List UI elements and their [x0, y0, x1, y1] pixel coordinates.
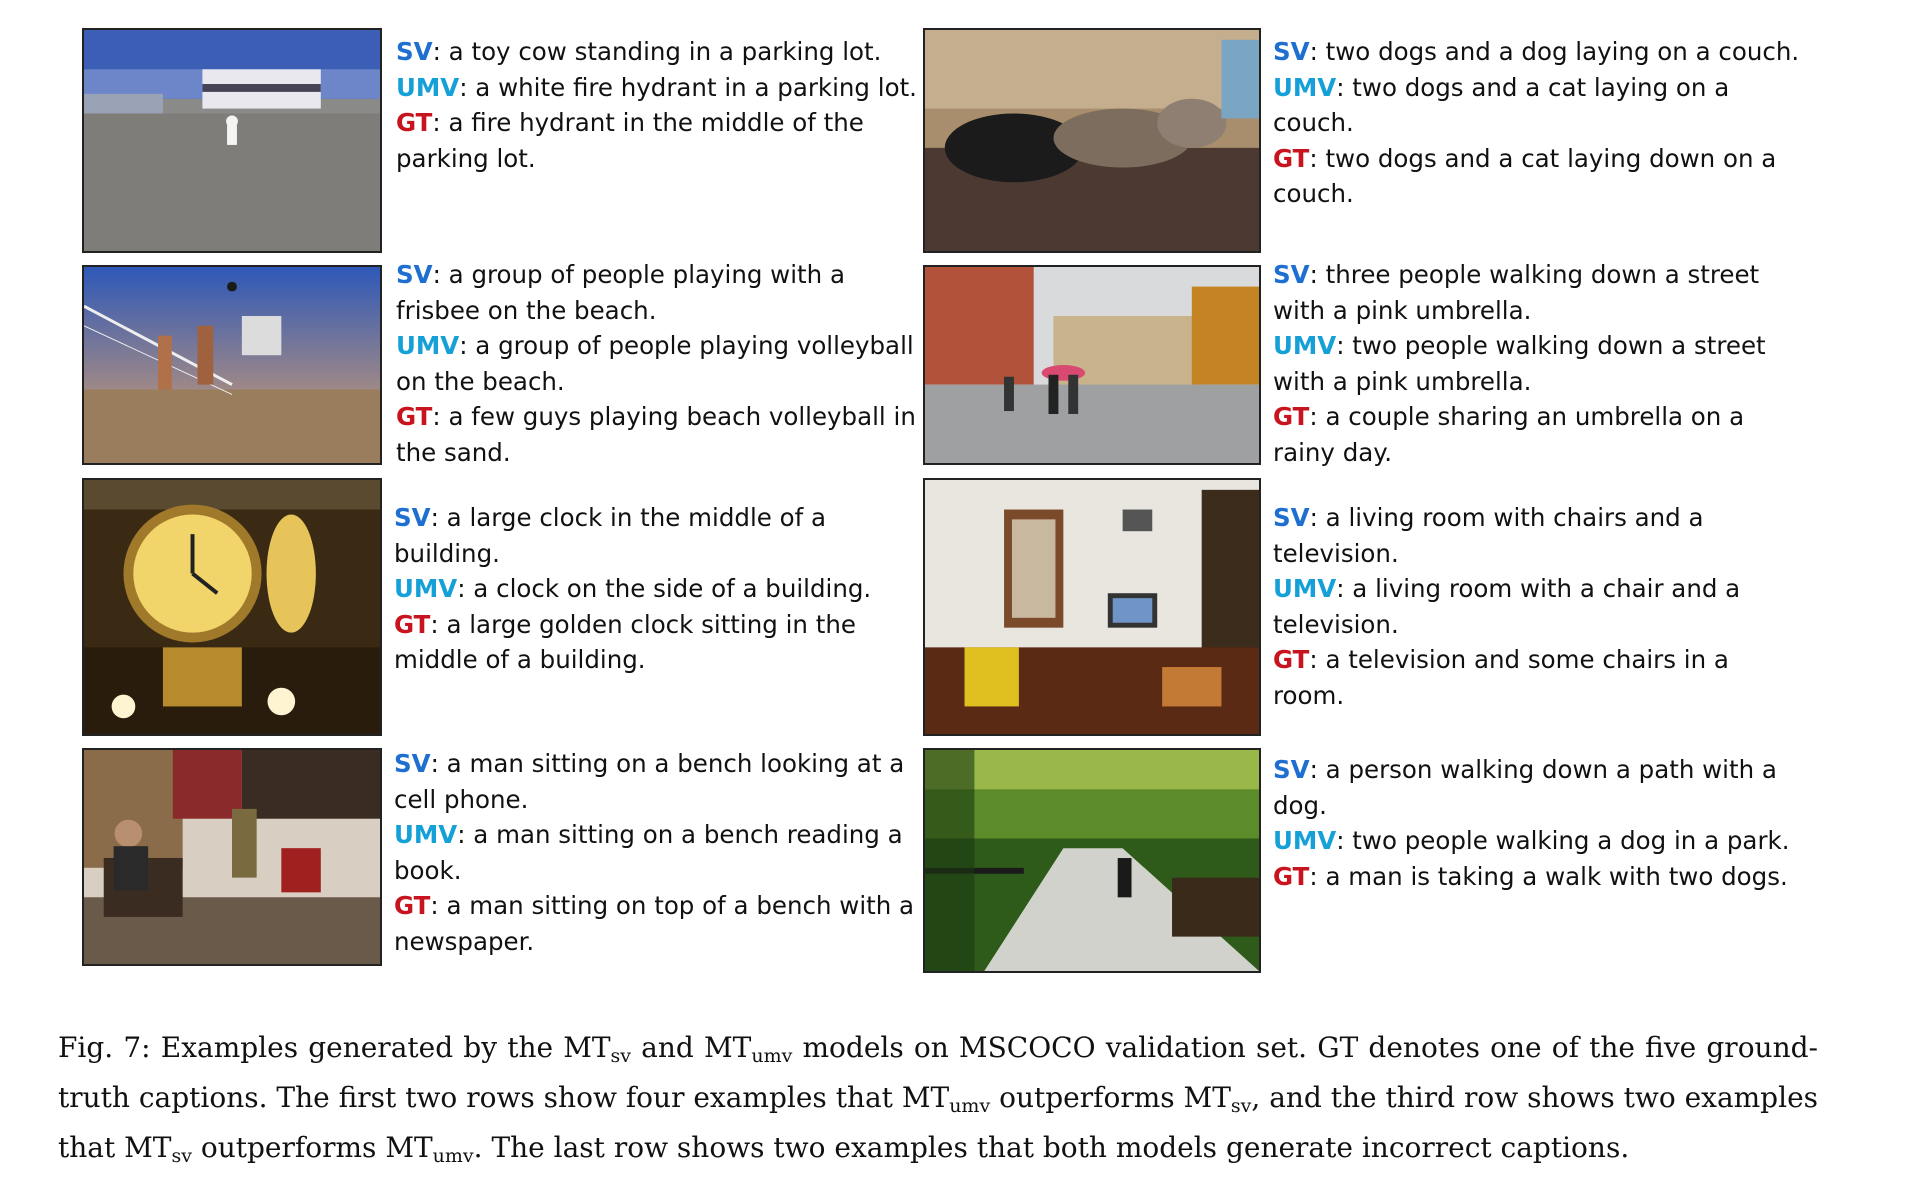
- photo-beach-volleyball: [82, 265, 382, 465]
- umv-label: UMV: [394, 820, 458, 849]
- sv-label: SV: [1273, 260, 1310, 289]
- caption-part: and MT: [631, 1031, 752, 1064]
- gt-text-cont: the sand.: [396, 437, 511, 467]
- umv-label: UMV: [1273, 574, 1337, 603]
- subscript-sv: sv: [171, 1145, 192, 1167]
- caption-example-8: SV: a person walking down a path with a dog. UMV: two people walking a dog in a park. GT: a man is taking a walk with two dogs.: [1273, 755, 1790, 891]
- sv-label: SV: [396, 260, 433, 289]
- sv-text: a group of people playing with a: [448, 260, 845, 289]
- gt-text: a fire hydrant in the middle of the: [448, 108, 864, 137]
- umv-label: UMV: [396, 331, 460, 360]
- caption-part: Fig. 7: Examples generated by the MT: [58, 1031, 611, 1064]
- sv-text-cont: dog.: [1273, 790, 1327, 820]
- umv-label: UMV: [396, 72, 460, 102]
- gt-text: a television and some chairs in a: [1325, 645, 1729, 674]
- sv-text-cont: cell phone.: [394, 784, 529, 814]
- photo-man-bench: [82, 748, 382, 966]
- caption-example-5: SV: a large clock in the middle of a building. UMV: a clock on the side of a building. GT: a large golden clock sitting in the middle of a building.: [394, 500, 871, 678]
- umv-label: UMV: [1273, 72, 1337, 102]
- sv-label: SV: [1273, 37, 1310, 66]
- caption-part: , and the third row shows two examples that MT: [58, 1081, 1819, 1164]
- umv-text: two people walking a dog in a park.: [1352, 826, 1790, 855]
- gt-text-cont: rainy day.: [1273, 437, 1393, 467]
- gt-label: GT: [394, 891, 431, 920]
- caption-example-7: SV: a man sitting on a bench looking at a cell phone. UMV: a man sitting on a bench reading a book. GT: a man sitting on top of a bench with a newspaper.: [394, 746, 914, 959]
- sv-text: a living room with chairs and a: [1325, 503, 1704, 532]
- sv-label: SV: [394, 503, 431, 532]
- subscript-sv: sv: [1230, 1095, 1252, 1117]
- umv-label: UMV: [1273, 331, 1337, 360]
- photo-golden-clock: [82, 478, 382, 736]
- caption-part: outperforms MT: [990, 1081, 1231, 1114]
- photo-dogs-couch: [923, 28, 1261, 253]
- photo-park-path: [923, 748, 1261, 973]
- gt-label: GT: [394, 609, 431, 639]
- sv-text: three people walking down a street: [1325, 260, 1760, 289]
- gt-text: a man is taking a walk with two dogs.: [1325, 861, 1788, 891]
- sv-text: a man sitting on a bench looking at a: [446, 749, 905, 778]
- caption-example-6: SV: a living room with chairs and a television. UMV: a living room with a chair and a television. GT: a television and some chairs in a room.: [1273, 500, 1740, 713]
- sv-text-cont: television.: [1273, 538, 1399, 568]
- gt-label: GT: [1273, 402, 1310, 431]
- umv-text: a white fire hydrant in a parking lot.: [475, 72, 917, 102]
- figure-caption: [58, 1027, 1818, 1177]
- gt-label: GT: [1273, 861, 1310, 891]
- gt-text-cont: couch.: [1273, 179, 1354, 208]
- gt-label: GT: [1273, 645, 1310, 674]
- gt-text: a large golden clock sitting in the: [446, 609, 856, 639]
- gt-text-cont: parking lot.: [396, 143, 536, 173]
- photo-parking-lot: [82, 28, 382, 253]
- gt-text-cont: newspaper.: [394, 926, 535, 956]
- caption-part: . The last row shows two examples that both models generate incorrect captions.: [473, 1131, 1630, 1164]
- umv-label: UMV: [1273, 826, 1337, 855]
- subscript-sv: sv: [610, 1045, 632, 1067]
- sv-label: SV: [396, 37, 433, 66]
- umv-text-cont: with a pink umbrella.: [1273, 366, 1532, 396]
- gt-text: two dogs and a cat laying down on a: [1325, 143, 1777, 173]
- umv-text: a clock on the side of a building.: [473, 574, 872, 603]
- umv-text: a group of people playing volleyball: [475, 331, 914, 360]
- caption-part: models on MSCOCO validation set. GT denotes one of the five ground-truth captions. The first two rows show four examples that MT: [58, 1031, 1818, 1114]
- caption-example-3: SV: a group of people playing with a frisbee on the beach. UMV: a group of people playing volleyball on the beach. GT: a few guys playing beach volleyball in the sand.: [396, 257, 916, 470]
- gt-text: a man sitting on top of a bench with a: [446, 891, 915, 920]
- caption-example-1: SV: a toy cow standing in a parking lot. UMV: a white fire hydrant in a parking lot. GT: a fire hydrant in the middle of the parking lot.: [396, 34, 917, 176]
- caption-part: outperforms MT: [191, 1131, 433, 1164]
- subscript-umv: umv: [949, 1095, 991, 1117]
- umv-text: two dogs and a cat laying on a: [1352, 72, 1730, 102]
- gt-label: GT: [396, 108, 433, 137]
- umv-text: two people walking down a street: [1352, 331, 1766, 360]
- subscript-umv: umv: [432, 1145, 474, 1167]
- photo-living-room: [923, 478, 1261, 736]
- umv-text: a man sitting on a bench reading a: [473, 820, 903, 849]
- umv-text-cont: book.: [394, 855, 462, 885]
- photo-street-umbrella: [923, 265, 1261, 465]
- sv-text-cont: building.: [394, 538, 500, 568]
- gt-text: a few guys playing beach volleyball in: [448, 402, 916, 431]
- sv-text: a large clock in the middle of a: [446, 503, 827, 532]
- sv-text-cont: with a pink umbrella.: [1273, 295, 1532, 325]
- gt-label: GT: [396, 402, 433, 431]
- gt-label: GT: [1273, 143, 1310, 173]
- sv-text: a person walking down a path with a: [1325, 755, 1777, 784]
- umv-text-cont: television.: [1273, 609, 1399, 639]
- umv-text-cont: on the beach.: [396, 366, 565, 396]
- sv-label: SV: [1273, 755, 1310, 784]
- umv-label: UMV: [394, 574, 458, 603]
- subscript-umv: umv: [751, 1045, 793, 1067]
- sv-text: a toy cow standing in a parking lot.: [448, 37, 882, 66]
- caption-example-4: SV: three people walking down a street with a pink umbrella. UMV: two people walking down a street with a pink umbrella. GT: a couple sharing an umbrella on a rainy day.: [1273, 257, 1766, 470]
- umv-text-cont: couch.: [1273, 108, 1354, 137]
- sv-label: SV: [394, 749, 431, 778]
- caption-example-2: SV: two dogs and a dog laying on a couch. UMV: two dogs and a cat laying on a couch. GT: two dogs and a cat laying down on a couch.: [1273, 34, 1799, 212]
- gt-text-cont: middle of a building.: [394, 645, 646, 674]
- umv-text: a living room with a chair and a: [1352, 574, 1741, 603]
- gt-text: a couple sharing an umbrella on a: [1325, 402, 1745, 431]
- sv-text-cont: frisbee on the beach.: [396, 295, 657, 325]
- sv-label: SV: [1273, 503, 1310, 532]
- sv-text: two dogs and a dog laying on a couch.: [1325, 37, 1800, 66]
- gt-text-cont: room.: [1273, 680, 1345, 710]
